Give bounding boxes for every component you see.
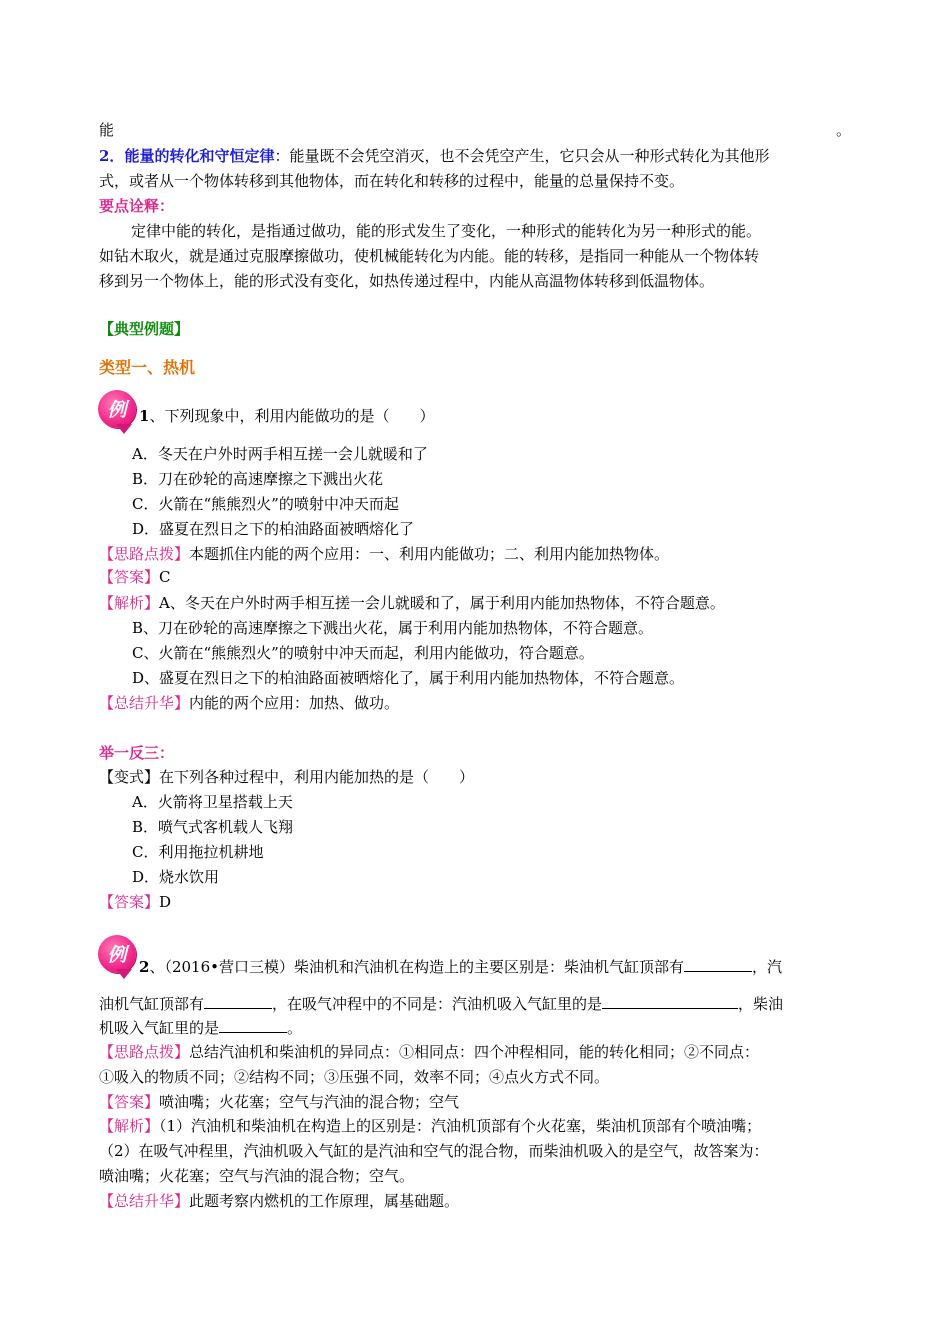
example2-stem-text-3a: 机吸入气缸里的是 xyxy=(99,1019,220,1037)
analysis-text-2a: （1）汽油机和柴油机在构造上的区别是：汽油机顶部有个火花塞，柴油机顶部有个喷油嘴； xyxy=(159,1117,762,1135)
summary-text-2: 此题考察内燃机的工作原理，属基础题。 xyxy=(189,1192,460,1210)
example2-stem-text-1: 、（2016•营口三模）柴油机和汽油机在构造上的主要区别是：柴油机气缸顶部有 xyxy=(149,958,684,976)
example2-stem-text-2a: 油机气缸顶部有 xyxy=(99,995,205,1013)
example1-option-c: C．火箭在“熊熊烈火”的喷射中冲天而起 xyxy=(132,495,399,513)
example2-hint-line1 xyxy=(99,1041,851,1063)
example2-analysis-line1 xyxy=(99,1115,851,1137)
example1-option-d: D．盛夏在烈日之下的柏油路面被晒熔化了 xyxy=(132,520,415,538)
variant-option-d: D．烧水饮用 xyxy=(132,868,220,886)
continued-text xyxy=(99,119,851,141)
law-text-1: ：能量既不会凭空消灭，也不会凭空产生，它只会从一种形式转化为其他形 xyxy=(274,147,770,165)
variant-answer-label: 【答案】 xyxy=(99,893,160,911)
example2-analysis-line2: （2）在吸气冲程里，汽油机吸入气缸的是汽油和空气的混合物，而柴油机吸入的是空气，故答案为： xyxy=(99,1142,769,1160)
key-points-line1: 定律中能的转化，是指通过做功，能的形式发生了变化，一种形式的能转化为另一种形式的能。 xyxy=(131,222,762,240)
variant-stem xyxy=(99,766,851,788)
example2-summary xyxy=(99,1190,851,1212)
variant-answer xyxy=(99,891,851,913)
example1-stem xyxy=(139,405,851,427)
example-badge-glyph: 例 xyxy=(107,399,127,421)
summary-label-2: 【总结升华】 xyxy=(99,1192,190,1210)
example-badge-1 xyxy=(98,390,136,428)
hint-label-2: 【思路点拨】 xyxy=(99,1043,190,1061)
example-badge-tail-2 xyxy=(116,969,132,979)
example1-option-b: B．刀在砂轮的高速摩擦之下溅出火花 xyxy=(132,470,384,488)
law-paragraph-line2: 式，或者从一个物体转移到其他物体，而在转化和转移的过程中，能量的总量保持不变。 xyxy=(99,172,685,190)
analysis-label-2: 【解析】 xyxy=(99,1117,160,1135)
example2-hint-line2: ①吸入的物质不同；②结构不同；③压强不同，效率不同；④点火方式不同。 xyxy=(99,1068,610,1086)
example2-number: 2 xyxy=(139,958,150,976)
answer-label: 【答案】 xyxy=(99,568,160,586)
analysis-label: 【解析】 xyxy=(99,594,160,612)
example-badge-tail xyxy=(116,424,132,434)
key-points-line3: 移到另一个物体上，能的形式没有变化，如热传递过程中，内能从高温物体转移到低温物体。 xyxy=(99,272,715,290)
continued-text-left: 能 xyxy=(99,121,115,139)
variant-answer-text: D xyxy=(159,893,172,911)
law-paragraph-line1 xyxy=(99,145,851,167)
hint-text-2a: 总结汽油机和柴油机的异同点：①相同点：四个冲程相同，能的转化相同；②不同点： xyxy=(189,1043,760,1061)
answer-blank-3[interactable] xyxy=(602,992,738,1009)
example1-summary xyxy=(99,692,851,714)
answer-label-2: 【答案】 xyxy=(99,1093,160,1111)
example2-stem-line1 xyxy=(139,955,851,978)
variant-option-c: C．利用拖拉机耕地 xyxy=(132,843,264,861)
law-number: 2． xyxy=(99,147,125,165)
example2-stem-text-2c: ，柴油 xyxy=(738,995,784,1013)
variant-stem-text: 在下列各种过程中，利用内能加热的是（ ） xyxy=(159,768,475,786)
example1-hint xyxy=(99,543,851,565)
example2-stem-text-2b: ，在吸气冲程中的不同是：汽油机吸入气缸里的是 xyxy=(272,995,603,1013)
continued-text-period: 。 xyxy=(836,121,852,139)
answer-text-2: 喷油嘴；火花塞；空气与汽油的混合物；空气 xyxy=(159,1093,460,1111)
example2-answer xyxy=(99,1091,851,1113)
example2-stem-text-3b: 。 xyxy=(287,1019,303,1037)
key-points-line2: 如钻木取火，就是通过克服摩擦做功，使机械能转化为内能。能的转移，是指同一种能从一个物体转 xyxy=(99,247,760,265)
example1-answer xyxy=(99,566,851,588)
example1-analysis-c: C、火箭在“熊熊烈火”的喷射中冲天而起，利用内能做功，符合题意。 xyxy=(132,644,594,662)
law-title: 能量的转化和守恒定律 xyxy=(124,147,275,165)
key-points-heading: 要点诠释： xyxy=(99,197,175,215)
answer-blank-1[interactable] xyxy=(684,955,752,972)
example2-stem-line3 xyxy=(99,1016,851,1039)
variant-label: 【变式】 xyxy=(99,768,160,786)
hint-text: 本题抓住内能的两个应用：一、利用内能做功；二、利用内能加热物体。 xyxy=(189,545,670,563)
answer-blank-2[interactable] xyxy=(204,992,272,1009)
example2-stem-line2 xyxy=(99,992,851,1015)
summary-label: 【总结升华】 xyxy=(99,694,190,712)
example1-analysis-line1 xyxy=(99,592,851,614)
section-heading: 【典型例题】 xyxy=(99,320,190,338)
variant-option-a: A．火箭将卫星搭载上天 xyxy=(132,793,293,811)
variant-heading: 举一反三： xyxy=(99,744,175,762)
variant-option-b: B．喷气式客机载人飞翔 xyxy=(132,818,294,836)
example1-analysis-b: B、刀在砂轮的高速摩擦之下溅出火花，属于利用内能加热物体，不符合题意。 xyxy=(132,619,654,637)
example2-stem-text-1-end: ，汽 xyxy=(751,958,782,976)
example1-analysis-d: D、盛夏在烈日之下的柏油路面被晒熔化了，属于利用内能加热物体，不符合题意。 xyxy=(132,669,685,687)
example2-analysis-line3: 喷油嘴；火花塞；空气与汽油的混合物；空气。 xyxy=(99,1167,415,1185)
example-badge-glyph-2: 例 xyxy=(107,944,127,966)
example1-option-a: A．冬天在户外时两手相互搓一会儿就暖和了 xyxy=(132,445,428,463)
type-heading: 类型一、热机 xyxy=(99,358,196,377)
answer-text: C xyxy=(159,568,171,586)
answer-blank-4[interactable] xyxy=(219,1016,287,1033)
hint-label: 【思路点拨】 xyxy=(99,545,190,563)
example-badge-2 xyxy=(98,935,136,973)
analysis-text-a: A、冬天在户外时两手相互搓一会儿就暖和了，属于利用内能加热物体，不符合题意。 xyxy=(159,594,725,612)
example1-stem-text: 、下列现象中，利用内能做功的是（ ） xyxy=(149,407,435,425)
example1-number: 1 xyxy=(139,407,150,425)
summary-text: 内能的两个应用：加热、做功。 xyxy=(189,694,400,712)
